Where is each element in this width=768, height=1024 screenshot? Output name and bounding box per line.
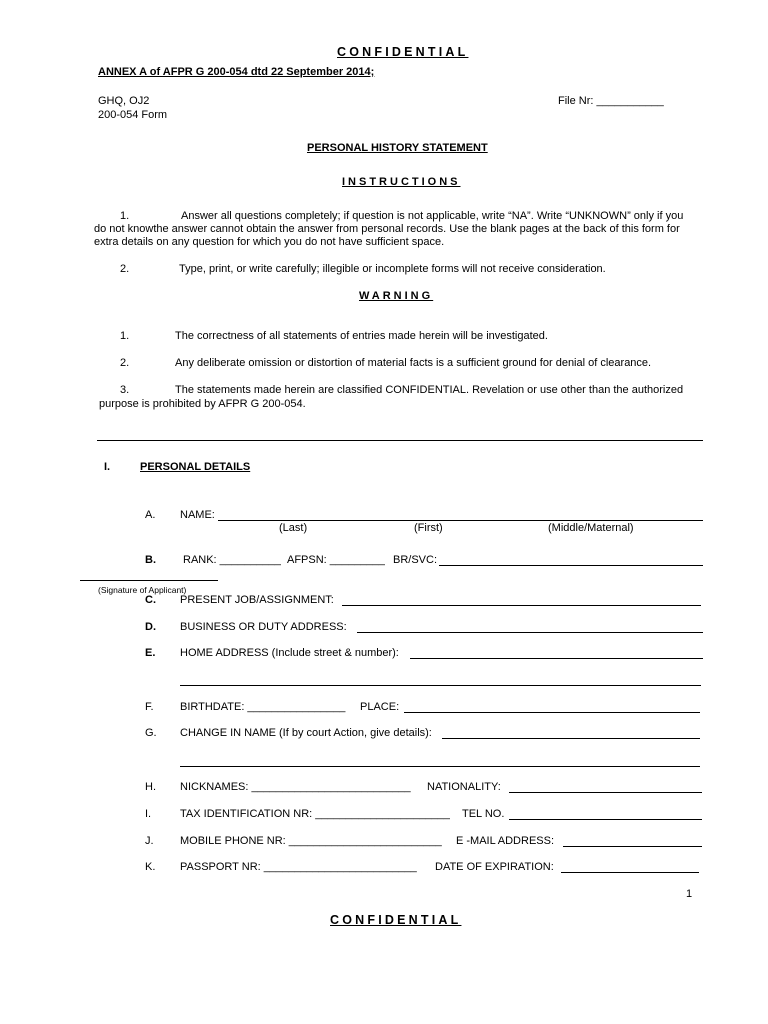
section-number: I. [104, 461, 111, 473]
warning-2-number: 2. [120, 357, 130, 369]
warning-1-number: 1. [120, 330, 130, 342]
passport-field[interactable]: PASSPORT NR: _________________________ [180, 861, 417, 873]
page-number: 1 [686, 888, 693, 900]
brsvc-input-line[interactable] [439, 565, 703, 566]
signature-caption: (Signature of Applicant) [98, 585, 187, 595]
brsvc-label: BR/SVC: [393, 554, 438, 566]
nicknames-field[interactable]: NICKNAMES: __________________________ [180, 781, 411, 793]
change-name-input-line[interactable] [442, 738, 700, 739]
warning-3-number: 3. [120, 384, 130, 396]
warning-1-text: The correctness of all statements of entries made herein will be investigated. [175, 330, 548, 342]
field-c-letter: C. [145, 594, 156, 606]
instruction-1-number: 1. [120, 210, 130, 222]
tel-no-input-line[interactable] [509, 819, 702, 820]
warning-3-line1: The statements made herein are classified CONFIDENTIAL. Revelation or use other than the authorized [175, 384, 684, 396]
field-f-letter: F. [145, 701, 154, 713]
warning-3-line2: purpose is prohibited by AFPR G 200-054. [99, 398, 306, 410]
field-i-letter: I. [145, 808, 152, 820]
instruction-1-line2: do not knowthe answer cannot obtain the answer from personal records. Use the blank pages at the back of this form for [94, 223, 680, 235]
field-e-letter: E. [145, 647, 156, 659]
home-address-label: HOME ADDRESS (Include street & number): [180, 647, 399, 659]
name-label: NAME: [180, 509, 215, 521]
name-input-line[interactable] [218, 520, 703, 521]
duty-address-label: BUSINESS OR DUTY ADDRESS: [180, 621, 347, 633]
expiration-label: DATE OF EXPIRATION: [435, 861, 554, 873]
expiration-input-line[interactable] [561, 872, 699, 873]
field-d-letter: D. [145, 621, 156, 633]
classification-top: CONFIDENTIAL [337, 45, 469, 59]
instruction-2-number: 2. [120, 263, 130, 275]
annex-reference: ANNEX A of AFPR G 200-054 dtd 22 September 2014; [98, 66, 375, 78]
file-number-field[interactable]: File Nr: ___________ [558, 95, 664, 107]
classification-bottom: CONFIDENTIAL [330, 913, 462, 927]
field-j-letter: J. [145, 835, 154, 847]
present-job-input-line[interactable] [342, 605, 701, 606]
warning-heading: WARNING [359, 290, 434, 302]
instruction-1-line1: Answer all questions completely; if question is not applicable, write “NA”. Write “UNKNOWN” only if you [181, 210, 684, 222]
instruction-1-line3: extra details on any question for which you do not have sufficient space. [94, 236, 445, 248]
section-title: PERSONAL DETAILS [140, 461, 251, 473]
mobile-phone-field[interactable]: MOBILE PHONE NR: _________________________ [180, 835, 442, 847]
name-sub-middle: (Middle/Maternal) [548, 522, 634, 534]
place-label: PLACE: [360, 701, 400, 713]
signature-line[interactable] [80, 580, 218, 581]
email-label: E -MAIL ADDRESS: [456, 835, 555, 847]
change-name-label: CHANGE IN NAME (If by court Action, give details): [180, 727, 432, 739]
field-h-letter: H. [145, 781, 156, 793]
rank-field[interactable]: RANK: __________ [183, 554, 281, 566]
name-sub-last: (Last) [279, 522, 308, 534]
section-divider [97, 440, 703, 441]
field-b-letter: B. [145, 554, 156, 566]
form-number: 200-054 Form [98, 109, 168, 121]
warning-2-text: Any deliberate omission or distortion of material facts is a sufficient ground for denial of clearance. [175, 357, 652, 369]
instructions-heading: INSTRUCTIONS [342, 176, 461, 188]
afpsn-field[interactable]: AFPSN: _________ [287, 554, 385, 566]
nationality-input-line[interactable] [509, 792, 702, 793]
field-k-letter: K. [145, 861, 156, 873]
office-code: GHQ, OJ2 [98, 95, 150, 107]
nationality-label: NATIONALITY: [427, 781, 501, 793]
duty-address-input-line[interactable] [357, 632, 703, 633]
tel-no-label: TEL NO. [462, 808, 505, 820]
home-address-input-line-2[interactable] [180, 685, 701, 686]
document-title: PERSONAL HISTORY STATEMENT [307, 142, 488, 154]
change-name-input-line-2[interactable] [180, 766, 700, 767]
present-job-label: PRESENT JOB/ASSIGNMENT: [180, 594, 334, 606]
birthdate-field[interactable]: BIRTHDATE: ________________ [180, 701, 346, 713]
tax-id-field[interactable]: TAX IDENTIFICATION NR: ______________________ [180, 808, 450, 820]
name-sub-first: (First) [414, 522, 443, 534]
email-input-line[interactable] [563, 846, 702, 847]
instruction-2-text: Type, print, or write carefully; illegible or incomplete forms will not receive consideration. [179, 263, 606, 275]
field-g-letter: G. [145, 727, 157, 739]
home-address-input-line[interactable] [410, 658, 703, 659]
field-a-letter: A. [145, 509, 156, 521]
place-input-line[interactable] [404, 712, 700, 713]
